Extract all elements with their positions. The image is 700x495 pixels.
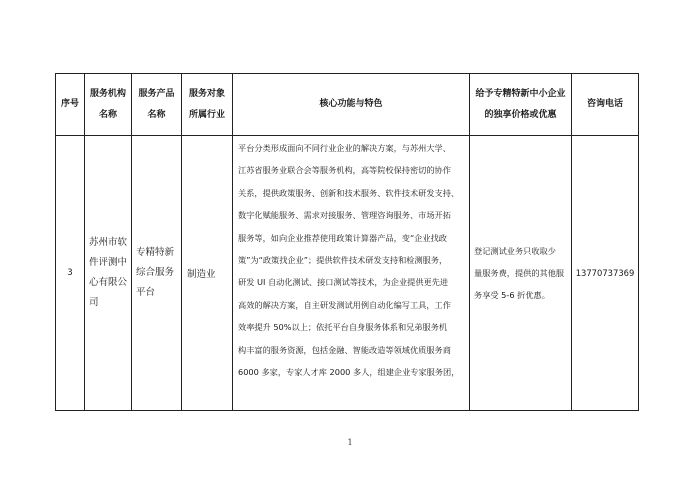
header-seq: [56, 74, 85, 136]
org-line: 件评测中: [89, 257, 128, 268]
header-product-line1: 服务产品: [138, 88, 175, 99]
core-line: 构丰富的服务资源，包括金融、智能改造等领域优质服务商: [238, 344, 451, 355]
cell-org-name: [85, 136, 132, 411]
header-industry-line1: 服务对象: [188, 88, 225, 99]
header-phone: [572, 74, 639, 136]
price-line: 量服务费，提供的其他服: [474, 268, 565, 278]
header-org-line1: 服务机构: [89, 88, 126, 99]
core-line: 高效的解决方案，自主研发测试用例自动化编写工具，工作: [238, 299, 451, 310]
core-line: 服务等，如向企业推荐使用政策计算器产品，变“企业找政: [238, 232, 447, 243]
cell-industry: 制造业: [182, 136, 233, 411]
core-line: 6000 多家，专家人才库 2000 多人，组建企业专家服务团，: [238, 367, 460, 378]
core-line: 数字化赋能服务、需求对接服务、管理咨询服务、市场开拓: [238, 210, 451, 221]
cell-product-name: [132, 136, 182, 411]
header-org: [85, 74, 132, 136]
header-seq-label: 序号: [60, 99, 79, 109]
header-price-line1: 给予专精特新中小企业: [475, 88, 566, 99]
product-line: 综合服务: [136, 267, 175, 278]
service-table: [55, 73, 639, 411]
header-industry: [182, 74, 233, 136]
core-line: 平台分类形成面向不同行业企业的解决方案，与苏州大学、: [238, 143, 451, 153]
org-line: 苏州市软: [89, 237, 128, 248]
cell-seq: 3: [56, 136, 85, 411]
org-line: 心有限公: [89, 277, 128, 288]
price-line: 务享受 5-6 折优惠。: [474, 290, 550, 300]
core-line: 研发 UI 自动化测试、接口测试等技术，为企业提供更先进: [238, 277, 449, 288]
table-header-row: [56, 74, 639, 136]
core-line: 效率提升 50%以上；依托平台自身服务体系和兄弟服务机: [238, 322, 448, 333]
header-phone-label: 咨询电话: [586, 99, 623, 109]
core-line: 策”为“政策找企业”；提供软件技术研发支持和检测服务，: [238, 255, 448, 266]
header-price-line2: 的独享价格或优惠: [484, 109, 557, 120]
cell-exclusive-offer: [470, 136, 572, 411]
product-line: 平台: [136, 287, 156, 298]
org-line: 司: [89, 297, 99, 308]
price-line: 登记测试业务只收取少: [474, 246, 556, 256]
cell-core-features: [233, 136, 470, 411]
header-product: [132, 74, 182, 136]
table-row: [56, 136, 639, 411]
cell-phone: 13770737369: [572, 136, 639, 411]
core-line: 关系，提供政策服务、创新和技术服务、软件技术研发支持、: [238, 187, 460, 198]
header-core: [233, 74, 470, 136]
header-industry-line2: 所属行业: [188, 109, 225, 120]
product-line: 专精特新: [136, 247, 175, 258]
header-org-line2: 名称: [98, 109, 117, 120]
header-product-line2: 名称: [147, 109, 166, 120]
core-line: 江苏省服务业联合会等服务机构，高等院校保持密切的协作: [238, 165, 451, 176]
page-number: 1: [347, 438, 353, 447]
header-price: [470, 74, 572, 136]
header-core-label: 核心功能与特色: [319, 99, 383, 109]
